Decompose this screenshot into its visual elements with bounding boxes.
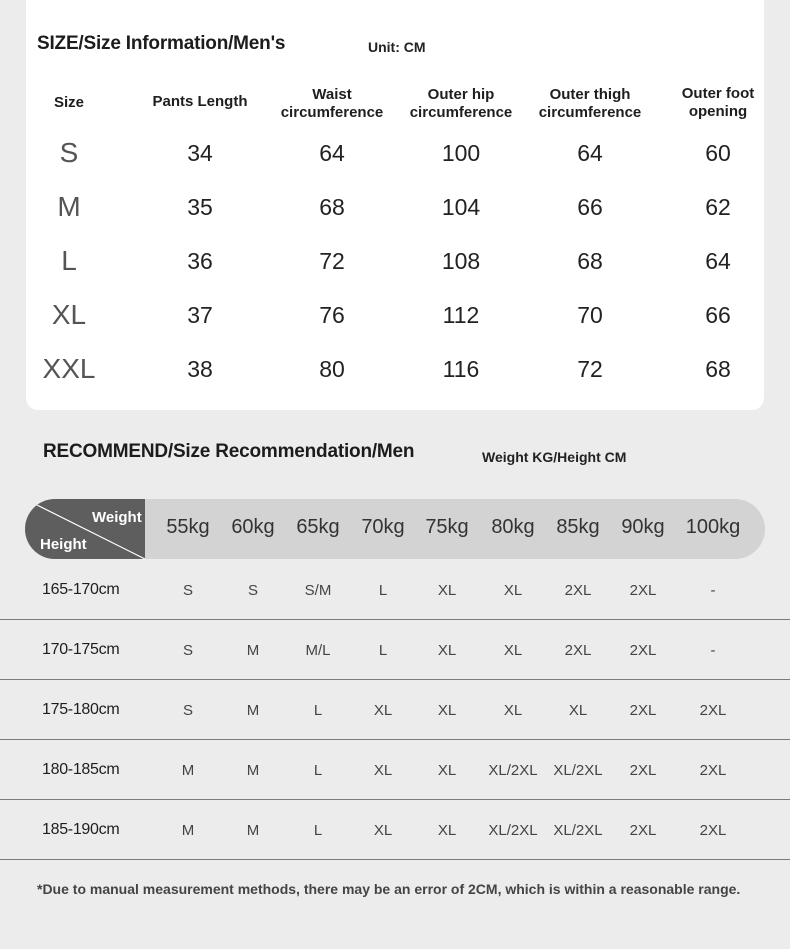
- size-info-unit: Unit: CM: [368, 39, 426, 55]
- size-value-cell: 64: [705, 248, 731, 274]
- recommend-size-cell: S: [247, 582, 259, 599]
- size-info-title: SIZE/Size Information/Men's: [37, 33, 286, 54]
- recommend-size-cell: XL: [437, 702, 457, 719]
- recommend-size-cell: 2XL: [629, 642, 657, 659]
- weight-header-cell: 65kg: [296, 516, 340, 538]
- recommend-size-cell: XL/2XL: [488, 762, 538, 779]
- size-info-card: [26, 0, 764, 410]
- weight-header-cell: 60kg: [231, 516, 275, 538]
- size-value-cell: 36: [187, 248, 213, 274]
- row-divider: [0, 739, 790, 740]
- recommend-size-cell: 2XL: [699, 762, 727, 779]
- recommend-size-cell: 2XL: [699, 702, 727, 719]
- size-label: S: [59, 137, 79, 168]
- height-label: 170-175cm: [42, 641, 120, 658]
- size-value-cell: 34: [187, 140, 213, 166]
- weight-header-cell: 85kg: [556, 516, 600, 538]
- row-divider: [0, 859, 790, 860]
- recommend-size-cell: M: [246, 642, 260, 659]
- recommend-size-cell: XL: [503, 642, 523, 659]
- recommend-size-cell: M: [246, 762, 260, 779]
- recommend-size-cell: XL: [373, 702, 393, 719]
- recommend-size-cell: -: [710, 642, 716, 659]
- recommend-size-cell: XL: [568, 702, 588, 719]
- recommend-size-cell: S: [182, 582, 194, 599]
- recommend-size-cell: 2XL: [564, 642, 592, 659]
- header-corner: [25, 499, 145, 559]
- weight-header-cell: 75kg: [425, 516, 469, 538]
- recommend-size-cell: M: [246, 822, 260, 839]
- recommend-title: RECOMMEND/Size Recommendation/Men: [43, 441, 415, 462]
- size-label: L: [61, 245, 77, 276]
- size-value-cell: 104: [441, 194, 481, 220]
- size-value-cell: 64: [577, 140, 603, 166]
- size-value-cell: 80: [319, 356, 345, 382]
- row-divider: [0, 799, 790, 800]
- size-value-cell: 112: [442, 302, 480, 328]
- recommend-size-cell: XL: [373, 762, 393, 779]
- weight-header-cell: 100kg: [685, 516, 741, 538]
- height-label: 185-190cm: [42, 821, 120, 838]
- height-label: 180-185cm: [42, 761, 120, 778]
- size-value-cell: 66: [705, 302, 731, 328]
- size-value-cell: 60: [705, 140, 731, 166]
- size-value-cell: 38: [187, 356, 213, 382]
- size-value-cell: 76: [319, 302, 345, 328]
- recommend-size-cell: L: [378, 642, 388, 659]
- size-value-cell: 116: [442, 356, 480, 382]
- recommend-unit: Weight KG/Height CM: [482, 449, 627, 465]
- size-value-cell: 66: [577, 194, 603, 220]
- recommend-size-cell: S: [182, 642, 194, 659]
- size-value-cell: 35: [187, 194, 213, 220]
- size-value-cell: 100: [441, 140, 481, 166]
- recommend-size-cell: M: [181, 822, 195, 839]
- size-value-cell: 68: [577, 248, 603, 274]
- size-header-cell: Outer hip circumference: [409, 86, 513, 121]
- size-label: M: [57, 191, 81, 222]
- recommend-size-cell: L: [313, 822, 323, 839]
- corner-height-label: Height: [40, 536, 87, 553]
- weight-header-cell: 55kg: [166, 516, 210, 538]
- recommend-size-cell: 2XL: [564, 582, 592, 599]
- recommend-size-cell: S: [182, 702, 194, 719]
- recommend-size-cell: L: [378, 582, 388, 599]
- recommend-size-cell: M/L: [305, 642, 331, 659]
- recommend-size-cell: XL/2XL: [553, 762, 603, 779]
- size-header-cell: Outer thigh circumference: [538, 86, 642, 121]
- recommend-size-cell: M: [246, 702, 260, 719]
- recommend-size-cell: XL: [437, 762, 457, 779]
- recommend-size-cell: XL: [503, 702, 523, 719]
- weight-header-cell: 80kg: [491, 516, 535, 538]
- recommend-size-cell: XL: [437, 582, 457, 599]
- size-value-cell: 70: [577, 302, 603, 328]
- weight-header-cell: 90kg: [621, 516, 665, 538]
- size-value-cell: 68: [319, 194, 345, 220]
- size-header-cell: Size: [53, 94, 85, 111]
- recommend-size-cell: M: [181, 762, 195, 779]
- recommend-size-cell: 2XL: [699, 822, 727, 839]
- size-label: XXL: [42, 353, 96, 384]
- recommend-size-cell: L: [313, 762, 323, 779]
- recommend-size-cell: XL/2XL: [553, 822, 603, 839]
- size-value-cell: 37: [187, 302, 213, 328]
- corner-weight-label: Weight: [92, 509, 142, 526]
- size-value-cell: 108: [441, 248, 481, 274]
- recommend-size-cell: -: [710, 582, 716, 599]
- recommend-size-cell: XL: [373, 822, 393, 839]
- recommend-size-cell: XL: [437, 642, 457, 659]
- size-value-cell: 72: [319, 248, 345, 274]
- size-value-cell: 64: [319, 140, 345, 166]
- size-header-cell: Outer foot opening: [681, 85, 755, 120]
- footnote: *Due to manual measurement methods, there may be an error of 2CM, which is within a reasonable range.: [37, 881, 741, 897]
- recommend-size-cell: 2XL: [629, 582, 657, 599]
- size-header-cell: Waist circumference: [280, 86, 384, 121]
- height-label: 165-170cm: [42, 581, 120, 598]
- recommend-size-cell: L: [313, 702, 323, 719]
- recommend-size-cell: XL/2XL: [488, 822, 538, 839]
- row-divider: [0, 679, 790, 680]
- height-label: 175-180cm: [42, 701, 120, 718]
- recommend-size-cell: XL: [503, 582, 523, 599]
- weight-header-cell: 70kg: [361, 516, 405, 538]
- row-divider: [0, 619, 790, 620]
- recommend-size-cell: 2XL: [629, 762, 657, 779]
- size-value-cell: 68: [705, 356, 731, 382]
- recommend-size-cell: 2XL: [629, 822, 657, 839]
- recommend-size-cell: S/M: [304, 582, 332, 599]
- size-value-cell: 72: [577, 356, 603, 382]
- size-header-cell: Pants Length: [152, 93, 248, 110]
- size-value-cell: 62: [705, 194, 731, 220]
- recommend-size-cell: XL: [437, 822, 457, 839]
- size-label: XL: [51, 299, 87, 330]
- recommend-size-cell: 2XL: [629, 702, 657, 719]
